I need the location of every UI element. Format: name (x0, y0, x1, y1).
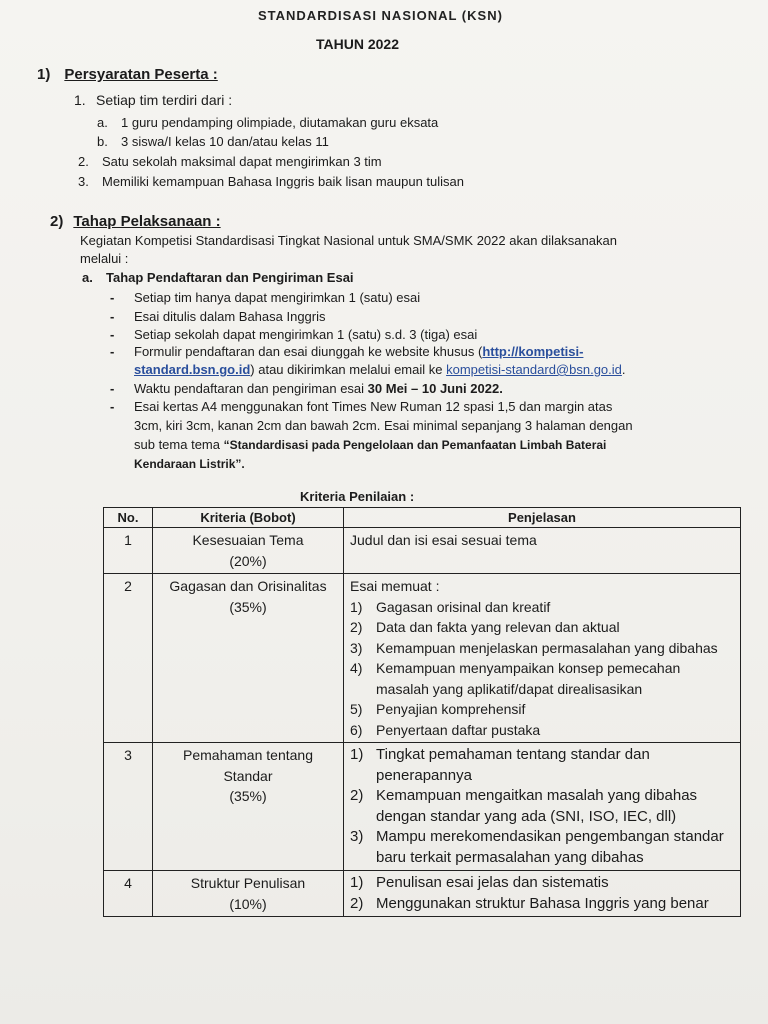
list-item: 5) Penyajian komprehensif (350, 701, 526, 717)
cell-criteria: Pemahaman tentang Standar (35%) (153, 743, 344, 871)
list-item: 2) Menggunakan struktur Bahasa Inggris yang benar (350, 894, 709, 912)
list-item-continuation: sub tema tema “Standardisasi pada Pengelolaan dan Pemanfaatan Limbah Baterai (134, 437, 607, 452)
column-header-criteria: Kriteria (Bobot) (153, 508, 344, 528)
cell-criteria: Struktur Penulisan (10%) (153, 871, 344, 917)
list-item: 3) Kemampuan menjelaskan permasalahan yang dibahas (350, 639, 718, 656)
intro-text: Kegiatan Kompetisi Standardisasi Tingkat Nasional untuk SMA/SMK 2022 akan dilaksanakan (80, 233, 617, 248)
explanation-list (350, 873, 734, 914)
cell-criteria: Kesesuaian Tema (20%) (153, 528, 344, 574)
list-item-continuation: standard.bsn.go.id) atau dikirimkan melalui email ke kompetisi-standard@bsn.go.id. (134, 362, 626, 377)
list-item: - Esai ditulis dalam Bahasa Inggris (110, 309, 326, 324)
cell-no: 1 (104, 528, 153, 574)
subsection-heading: a. Tahap Pendaftaran dan Pengiriman Esai (82, 270, 354, 285)
document-year: TAHUN 2022 (316, 36, 399, 52)
table-row (104, 871, 741, 917)
criteria-table (103, 507, 741, 917)
list-item: 3. Memiliki kemampuan Bahasa Inggris baik lisan maupun tulisan (78, 174, 465, 189)
list-item: - Waktu pendaftaran dan pengiriman esai 30 Mei – 10 Juni 2022. (110, 381, 503, 396)
table-row (104, 743, 741, 871)
table-header-row (104, 508, 741, 528)
list-item: 1. Setiap tim terdiri dari : (74, 92, 233, 108)
cell-explanation: Esai memuat : 1) Gagasan orisinal dan kreatif 2) Data dan fakta yang relevan dan aktual 3) Kemampuan menjelaskan permasalahan yang dibahas 4) Kemampuan menyampaikan konsep pemecahan masalah yang aplikatif/dapat direalisasikan 5) Penyajian komprehensif 6) Penyertaan daftar pustaka (344, 574, 741, 743)
list-item-continuation: Kendaraan Listrik”. (134, 457, 245, 471)
list-item: 2) Data dan fakta yang relevan dan aktual (350, 619, 620, 635)
intro-text: melalui : (80, 251, 129, 266)
cell-no: 3 (104, 743, 153, 871)
explanation-list (350, 745, 734, 868)
section-title: Tahap Pelaksanaan : (73, 213, 221, 230)
email-link[interactable]: kompetisi-standard@bsn.go.id (446, 362, 622, 377)
cell-explanation (344, 743, 741, 871)
list-item: - Esai kertas A4 menggunakan font Times New Ruman 12 spasi 1,5 dan margin atas (110, 399, 613, 414)
explanation-list (350, 597, 734, 741)
list-item: 1) Gagasan orisinal dan kreatif (350, 598, 551, 615)
list-item: 1) Tingkat pemahaman tentang standar dan penerapannya (350, 746, 650, 784)
list-item: 2. Satu sekolah maksimal dapat mengirimkan 3 tim (78, 154, 382, 169)
list-item: a. 1 guru pendamping olimpiade, diutamakan guru eksata (97, 115, 439, 130)
list-item: 1) Penulisan esai jelas dan sistematis (350, 874, 609, 891)
cell-explanation: Judul dan isi esai sesuai tema (344, 528, 741, 574)
list-item: 3) Mampu merekomendasikan pengembangan standar baru terkait permasalahan yang dibahas (350, 828, 724, 866)
list-item-continuation: 3cm, kiri 3cm, kanan 2cm dan bawah 2cm. Esai minimal sepanjang 3 halaman dengan (134, 418, 633, 433)
section-2-heading (50, 213, 221, 230)
list-item: b. 3 siswa/I kelas 10 dan/atau kelas 11 (97, 134, 329, 149)
column-header-no: No. (104, 508, 153, 528)
list-item: 4) Kemampuan menyampaikan konsep pemecahan masalah yang aplikatif/dapat direalisasikan (350, 660, 681, 697)
table-row (104, 574, 741, 743)
cell-explanation (344, 871, 741, 917)
section-number: 1) (37, 66, 51, 83)
section-1-heading (37, 66, 218, 83)
list-item: 2) Kemampuan mengaitkan masalah yang dibahas dengan standar yang ada (SNI, ISO, IEC, dll) (350, 787, 698, 825)
cell-criteria: Gagasan dan Orisinalitas (35%) (153, 574, 344, 743)
table-row (104, 528, 741, 574)
list-item: - Setiap tim hanya dapat mengirimkan 1 (satu) esai (110, 290, 421, 305)
list-item: - Formulir pendaftaran dan esai diunggah ke website khusus (http://kompetisi- (110, 344, 584, 359)
section-title: Persyaratan Peserta : (64, 66, 218, 83)
column-header-explanation: Penjelasan (344, 508, 741, 528)
cut-off-title: STANDARDISASI NASIONAL (KSN) (258, 8, 503, 23)
website-link[interactable]: standard.bsn.go.id (134, 362, 251, 377)
website-link[interactable]: http://kompetisi- (482, 344, 584, 359)
section-number: 2) (50, 213, 64, 230)
list-item: 6) Penyertaan daftar pustaka (350, 721, 541, 738)
cell-no: 2 (104, 574, 153, 743)
table-title: Kriteria Penilaian : (300, 489, 415, 504)
list-item: - Setiap sekolah dapat mengirimkan 1 (satu) s.d. 3 (tiga) esai (110, 327, 478, 342)
cell-no: 4 (104, 871, 153, 917)
